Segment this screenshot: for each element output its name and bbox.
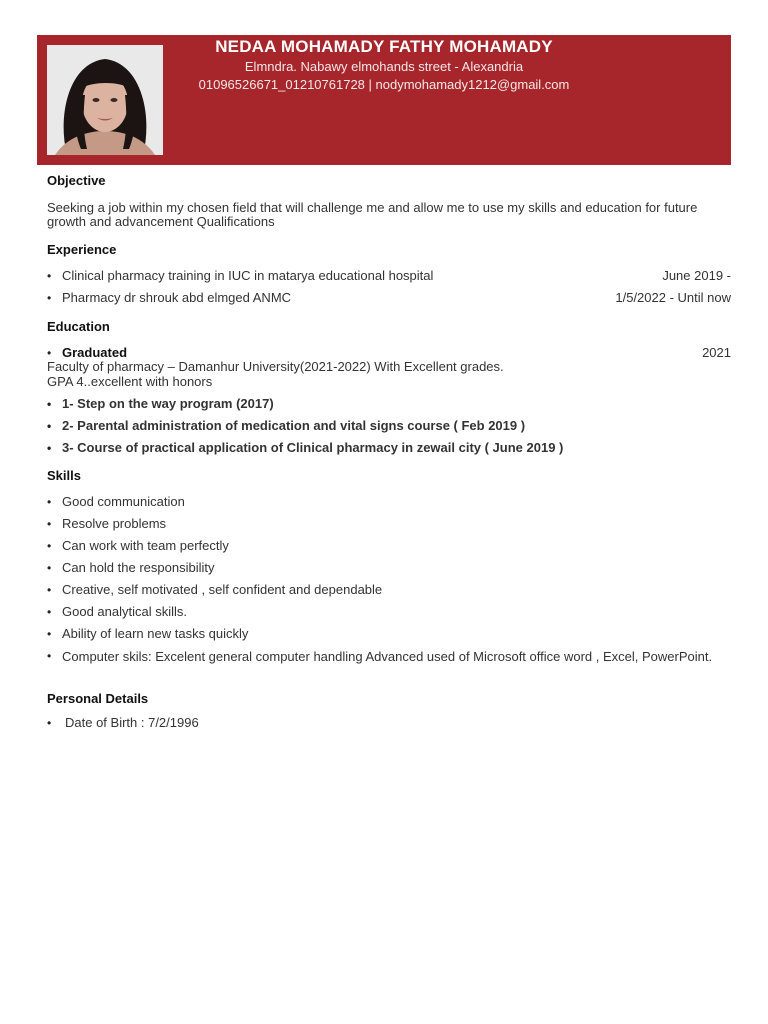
- objective-heading: Objective: [47, 173, 106, 188]
- experience-role: • Clinical pharmacy training in IUC in matarya educational hospital: [62, 268, 434, 283]
- skill-item: • Computer skils: Excelent general computer handling Advanced used of Microsoft office word , Excel, PowerPoint.: [47, 649, 731, 664]
- faculty-line: Faculty of pharmacy – Damanhur University(2021-2022) With Excellent grades.: [47, 359, 504, 374]
- skill-item: • Good communication: [47, 495, 731, 509]
- course-item: • 1- Step on the way program (2017): [47, 397, 731, 411]
- address-line: Elmndra. Nabawy elmohands street - Alexandria: [244, 59, 524, 74]
- graduation-year: 2021: [702, 345, 731, 360]
- experience-item: [47, 269, 731, 283]
- education-list: [47, 346, 731, 455]
- experience-item: [47, 291, 731, 305]
- personal-list: [47, 716, 731, 730]
- experience-date: June 2019 -: [662, 268, 731, 283]
- profile-photo: [47, 45, 163, 155]
- skill-item: • Good analytical skills.: [47, 605, 731, 619]
- header-text: [168, 36, 600, 94]
- skills-heading: Skills: [47, 468, 81, 483]
- dob-item: • Date of Birth : 7/2/1996: [47, 716, 731, 730]
- skill-item: • Can hold the responsibility: [47, 561, 731, 575]
- skill-item: • Resolve problems: [47, 517, 731, 531]
- experience-date: 1/5/2022 - Until now: [615, 290, 731, 305]
- skill-item: • Ability of learn new tasks quickly: [47, 627, 731, 641]
- course-item: • 2- Parental administration of medication and vital signs course ( Feb 2019 ): [47, 419, 731, 433]
- education-heading: Education: [47, 319, 110, 334]
- skill-item: • Can work with team perfectly: [47, 539, 731, 553]
- experience-heading: Experience: [47, 242, 117, 257]
- education-item: [47, 346, 731, 389]
- experience-role: • Pharmacy dr shrouk abd elmged ANMC: [62, 290, 292, 305]
- gpa-line: GPA 4..excellent with honors: [47, 374, 213, 389]
- course-item: • 3- Course of practical application of Clinical pharmacy in zewail city ( June 2019 ): [47, 441, 731, 455]
- degree-label: • Graduated: [62, 345, 128, 360]
- experience-list: [47, 269, 731, 305]
- skill-item: • Creative, self motivated , self confident and dependable: [47, 583, 731, 597]
- candidate-name: NEDAA MOHAMADY FATHY MOHAMADY: [215, 37, 553, 56]
- contact-line: 01096526671_01210761728 | nodymohamady1212@gmail.com: [198, 77, 570, 92]
- objective-text: Seeking a job within my chosen field that will challenge me and allow me to use my skills and education for future growth and advancement Qualifications: [47, 200, 698, 229]
- personal-heading: Personal Details: [47, 691, 149, 706]
- skills-list: [47, 495, 731, 664]
